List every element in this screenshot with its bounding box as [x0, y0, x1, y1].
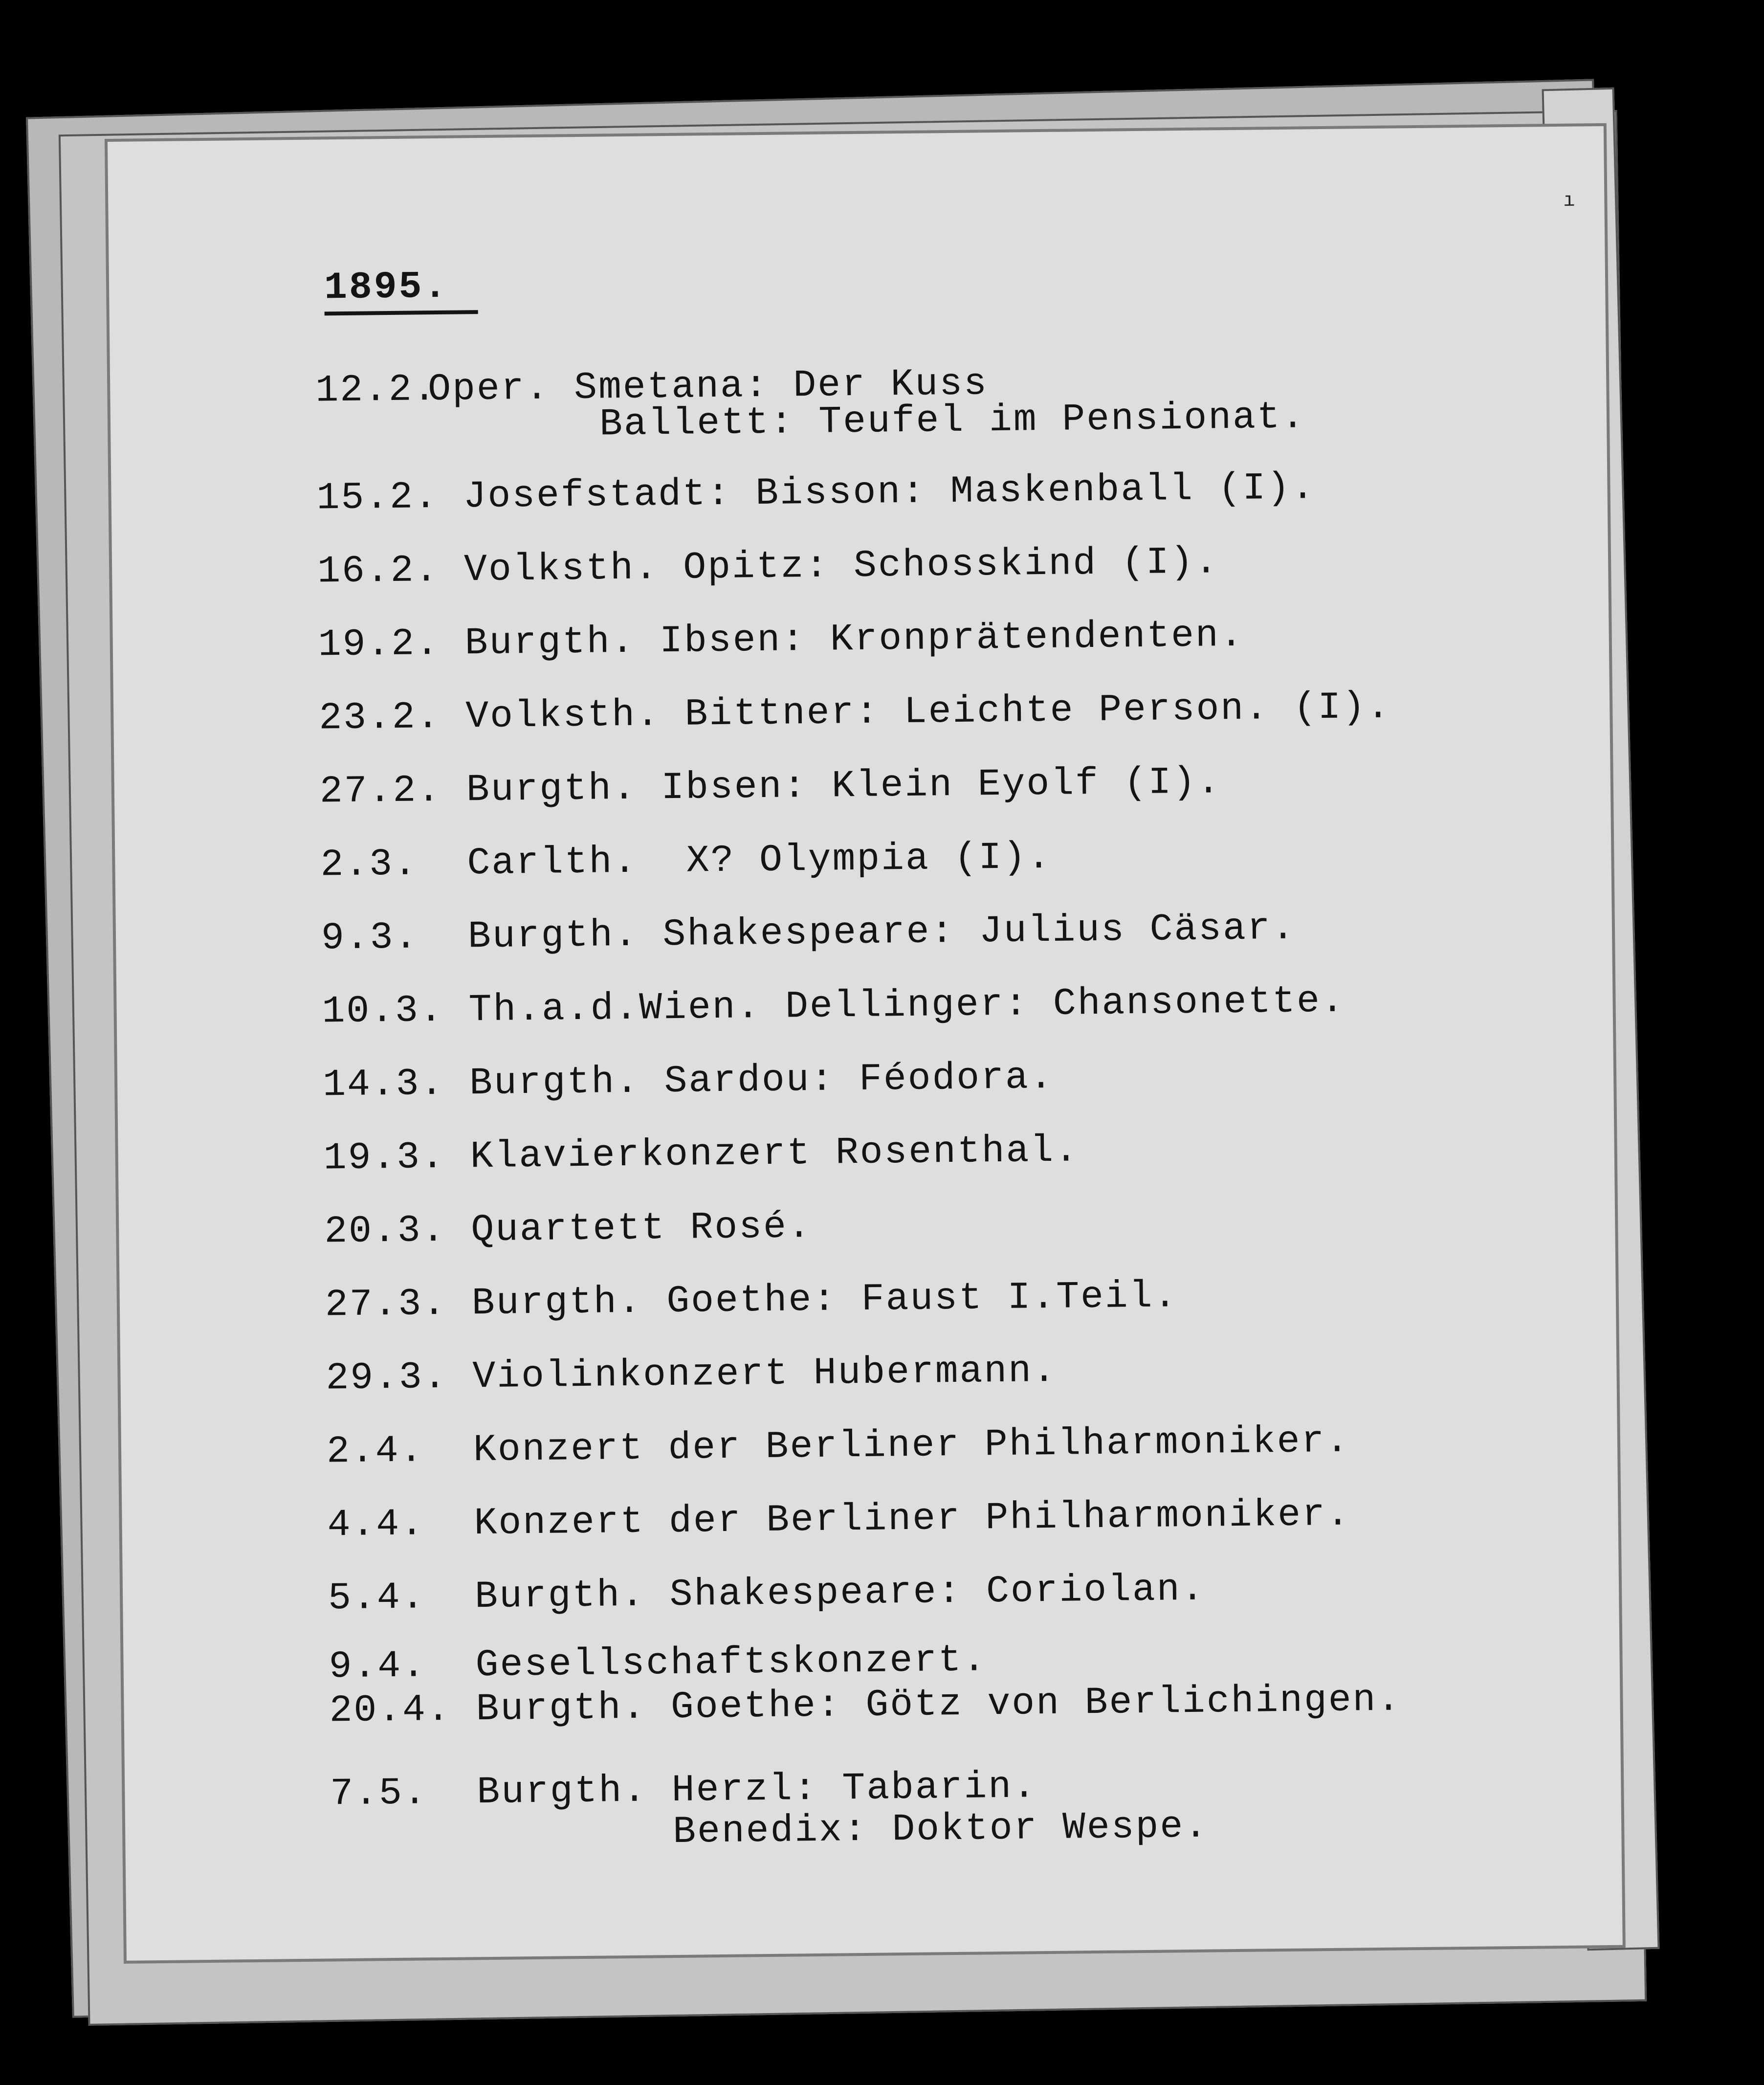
page-mark: ı: [1563, 190, 1575, 212]
entry-text: Konzert der Berliner Philharmoniker.: [474, 1493, 1351, 1546]
entry-text: Quartett Rosé.: [470, 1205, 813, 1252]
entry-date: 4.4.: [327, 1503, 425, 1547]
entry-text: Ballett: Teufel im Pensionat.: [599, 396, 1306, 446]
entry-row: [327, 1420, 1350, 1474]
entry-row: [319, 761, 1221, 813]
entry-row: [331, 1805, 1209, 1858]
entry-date: 20.3.: [324, 1209, 446, 1254]
entry-text: Violinkonzert Hubermann.: [472, 1349, 1058, 1399]
entry-text: Volksth. Bittner: Leichte Person. (I).: [465, 686, 1391, 739]
entry-row: [319, 686, 1391, 740]
entry-date: 5.4.: [328, 1576, 426, 1620]
entry-row: [322, 980, 1345, 1034]
document-page: [108, 126, 1623, 1961]
entry-date: 12.2.: [315, 368, 438, 413]
entry-row: [329, 1639, 987, 1688]
entry-date: 2.3.: [320, 843, 419, 887]
entry-date: 23.2.: [318, 695, 441, 740]
entry-row: [325, 1275, 1178, 1327]
entry-text: Burgth. Herzl: Tabarin.: [476, 1765, 1037, 1815]
entry-text: Th.a.d.Wien. Dellinger: Chansonette.: [468, 979, 1346, 1032]
entry-row: [323, 1056, 1054, 1107]
entry-date: 10.3.: [322, 989, 444, 1034]
entry-row: [323, 1129, 1079, 1180]
entry-date: 29.3.: [326, 1355, 448, 1400]
entry-row: [324, 1205, 812, 1253]
entry-text: Konzert der Berliner Philharmoniker.: [473, 1420, 1350, 1472]
entry-date: 27.3.: [325, 1282, 447, 1327]
year-heading: 1895.: [324, 265, 478, 315]
entry-date: 9.3.: [321, 916, 419, 960]
entry-row: [318, 614, 1244, 667]
entry-text: Burgth. Ibsen: Kronprätendenten.: [464, 614, 1245, 665]
entry-text: Benedix: Doktor Wespe.: [672, 1805, 1209, 1854]
entry-date: 9.4.: [329, 1644, 427, 1689]
entry-row: [321, 907, 1296, 960]
entry-row: [326, 1350, 1057, 1400]
entry-row: [320, 836, 1052, 887]
entry-date: 19.2.: [318, 622, 441, 667]
entry-date: 2.4.: [326, 1429, 424, 1474]
entry-date: 19.3.: [323, 1135, 446, 1180]
entry-date: 15.2.: [316, 475, 439, 520]
entry-date: 7.5.: [330, 1772, 428, 1816]
entry-date: 16.2.: [317, 549, 440, 594]
entry-row: [316, 466, 1316, 520]
entry-row: [317, 541, 1219, 593]
entry-text: Burgth. Shakespeare: Coriolan.: [474, 1568, 1206, 1619]
entry-text: Carlth. X? Olympia (I).: [467, 836, 1052, 886]
entry-date: 27.2.: [319, 769, 442, 814]
entry-date: 20.4.: [329, 1688, 452, 1733]
entry-text: Klavierkonzert Rosenthal.: [470, 1129, 1080, 1179]
entry-text: Burgth. Shakespeare: Julius Cäsar.: [467, 907, 1296, 959]
entry-text: Burgth. Goethe: Faust I.Teil.: [471, 1275, 1178, 1326]
typed-list: [108, 126, 1623, 1961]
entry-text: Gesellschaftskonzert.: [475, 1639, 988, 1687]
entry-text: Oper. Smetana: Der Kuss: [427, 362, 989, 412]
entry-text: Volksth. Opitz: Schosskind (I).: [463, 541, 1219, 592]
entry-text: Burgth. Ibsen: Klein Eyolf (I).: [466, 761, 1222, 812]
entry-text: Josefstadt: Bisson: Maskenball (I).: [463, 466, 1316, 519]
entry-date: 14.3.: [322, 1062, 445, 1107]
entry-row: [328, 1568, 1206, 1620]
entry-row: [327, 1493, 1351, 1547]
entry-text: Burgth. Sardou: Féodora.: [469, 1056, 1054, 1106]
entry-text: Burgth. Goethe: Götz von Berlichingen.: [476, 1678, 1402, 1731]
